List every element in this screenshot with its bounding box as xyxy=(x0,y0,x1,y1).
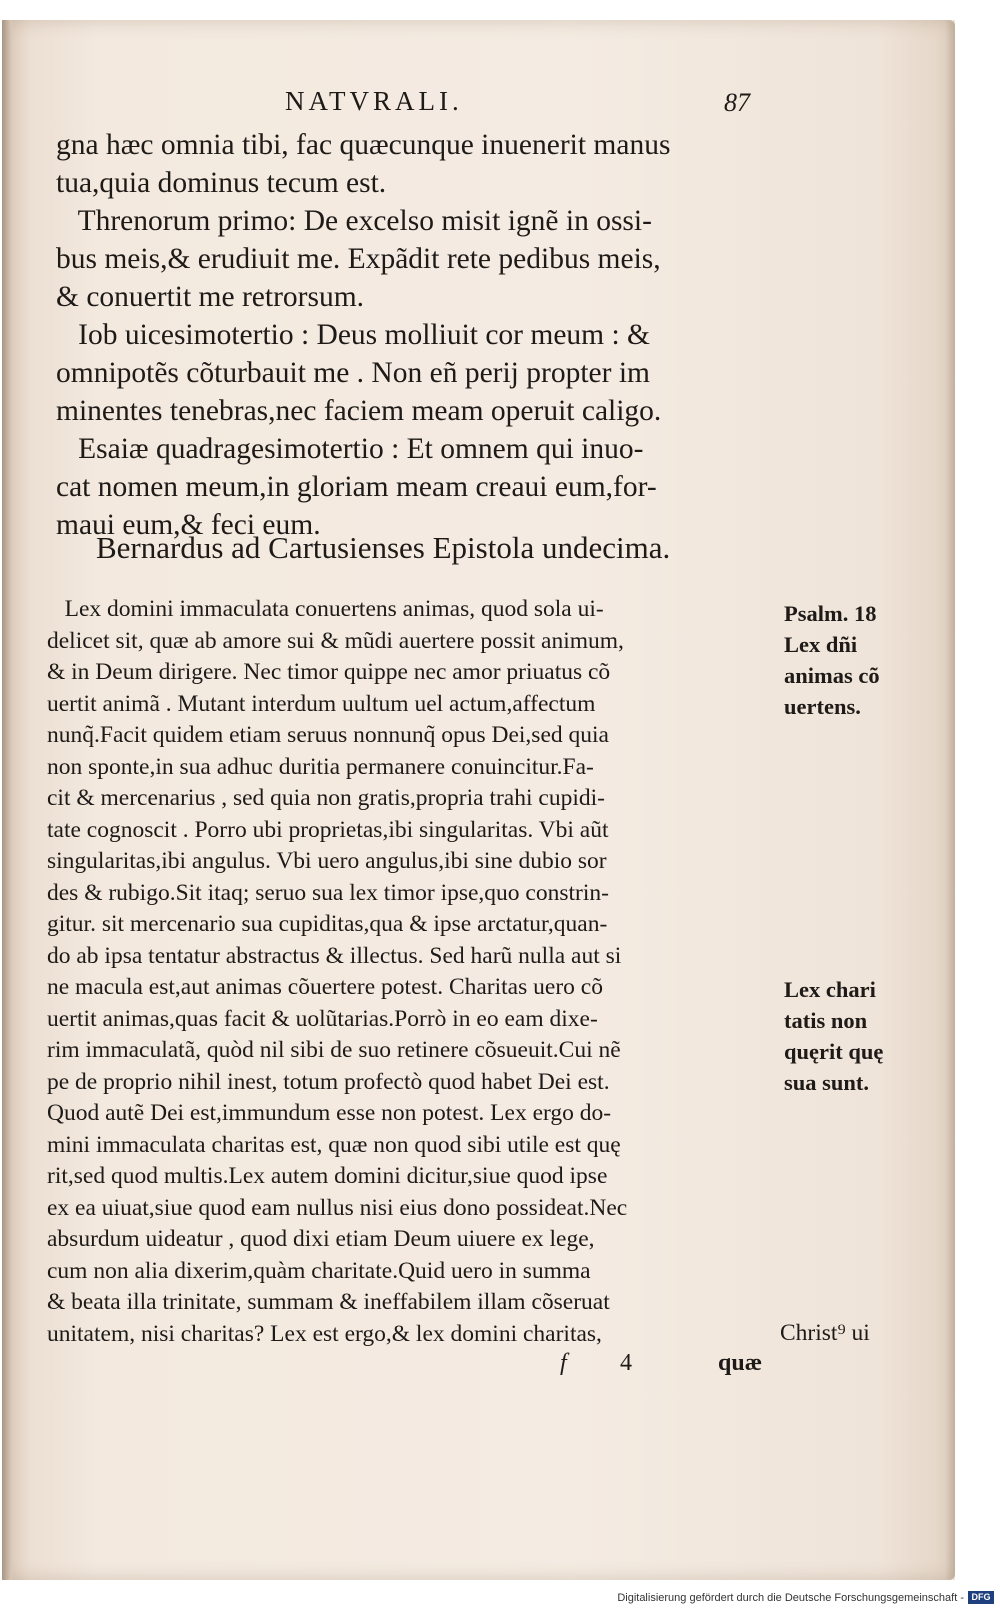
footer-credit: Digitalisierung gefördert durch die Deutsche Forschungsgemeinschaft - xyxy=(617,1592,964,1604)
margin-note-line: Psalm. 18 xyxy=(784,601,877,626)
margin-notes xyxy=(784,598,884,1095)
running-head: NATVRALI. xyxy=(285,86,463,116)
text-line: tua,quia dominus tecum est. xyxy=(56,167,387,199)
text-line: absurdum uideatur , quod dixi etiam Deum uiuere ex lege, xyxy=(47,1226,595,1252)
text-line: & beata illa trinitate, summam & ineffabilem illam cõseruat xyxy=(47,1289,610,1315)
text-line: unitatem, nisi charitas? Lex est ergo,& lex domini charitas, xyxy=(47,1320,602,1347)
text-line: tate cognoscit . Porro ubi proprietas,ibi singularitas. Vbi aũt xyxy=(47,816,609,843)
margin-note-line: sua sunt. xyxy=(784,1070,870,1095)
text-line: cat nomen meum,in gloriam meam creaui eum,for- xyxy=(56,471,657,503)
margin-tail-text: Christ⁹ ui xyxy=(780,1320,870,1346)
text-line: Esaiæ quadragesimotertio : Et omnem qui inuo- xyxy=(56,433,644,465)
text-line: cum non alia dixerim,quàm charitate.Quid uero in summa xyxy=(47,1257,591,1284)
text-line: & in Deum dirigere. Nec timor quippe nec amor priuatus cõ xyxy=(47,659,611,685)
margin-note-psalm xyxy=(784,598,880,722)
section-heading: Bernardus ad Cartusienses Epistola undecima. xyxy=(96,530,671,565)
page-number: 87 xyxy=(724,88,750,117)
text-line: non sponte,in sua adhuc duritia permanere conuincitur.Fa- xyxy=(47,753,594,780)
text-line: omnipotẽs cõturbauit me . Non eñ perij propter im xyxy=(56,357,650,389)
digitization-footer xyxy=(0,1585,1000,1612)
text-line: & conuertit me retrorsum. xyxy=(56,281,365,313)
text-line: Threnorum primo: De excelso misit ignẽ in ossi- xyxy=(56,205,652,237)
text-line: mini immaculata charitas est, quæ non quod sibi utile est quę xyxy=(47,1131,621,1158)
text-line: pe de proprio nihil inest, totum profectò quod habet Dei est. xyxy=(47,1068,610,1095)
margin-note-line: quęrit quę xyxy=(784,1039,884,1064)
text-line: rit,sed quod multis.Lex autem domini dicitur,siue quod ipse xyxy=(47,1163,608,1189)
text-line: bus meis,& erudiuit me. Expãdit rete pedibus meis, xyxy=(56,243,661,275)
margin-note-line: tatis non xyxy=(784,1008,868,1033)
text-line: do ab ipsa tentatur abstractus & illectus. Sed harũ nulla aut si xyxy=(47,942,622,969)
text-line: gna hæc omnia tibi, fac quæcunque inuenerit manus xyxy=(56,129,671,161)
text-line: Lex domini immaculata conuertens animas, quod sola ui- xyxy=(47,596,604,622)
margin-note-charity xyxy=(784,974,883,1098)
text-line: delicet sit, quæ ab amore sui & mũdi auertere possit animum, xyxy=(47,627,624,654)
text-line: ne macula est,aut animas cõuertere potest. Charitas uero cõ xyxy=(47,974,603,1000)
text-line: singularitas,ibi angulus. Vbi uero angulus,ibi sine dubio sor xyxy=(47,848,607,874)
margin-note-line: Lex chari xyxy=(784,977,876,1002)
page-gutter-shadow xyxy=(2,20,12,1580)
catchword: quæ xyxy=(718,1350,763,1376)
signature-mark: f xyxy=(560,1350,567,1376)
text-line: uertit animã . Mutant interdum uultum uel actum,affectum xyxy=(47,690,596,717)
text-line: cit & mercenarius , sed quia non gratis,propria trahi cupidi- xyxy=(47,785,605,811)
dfg-logo: DFG xyxy=(968,1591,994,1604)
text-line: gitur. sit mercenario sua cupiditas,qua & ipse arctatur,quan- xyxy=(47,911,608,937)
text-line: ex ea uiuat,siue quod eam nullus nisi eius dono possideat.Nec xyxy=(47,1194,628,1221)
text-line: Iob uicesimotertio : Deus molliuit cor meum : & xyxy=(56,319,651,351)
margin-note-line: uertens. xyxy=(784,694,861,719)
text-line: des & rubigo.Sit itaq; seruo sua lex timor ipse,quo constrin- xyxy=(47,879,609,906)
text-line: rim immaculatã, quòd nil sibi de suo retinere cõsueuit.Cui nẽ xyxy=(47,1037,621,1063)
text-line: minentes tenebras,nec faciem meam operuit caligo. xyxy=(56,395,662,427)
text-line: uertit animas,quas facit & uolũtarias.Porrò in eo eam dixe- xyxy=(47,1005,598,1032)
text-line: maui eum,& feci eum. xyxy=(56,509,321,541)
page-edge-shadow xyxy=(945,20,955,1580)
text-line: Quod autẽ Dei est,immundum esse non potest. Lex ergo do- xyxy=(47,1100,612,1126)
signature-number: 4 xyxy=(620,1350,632,1376)
margin-note-line: animas cõ xyxy=(784,663,880,688)
upper-text-block xyxy=(56,126,670,544)
margin-note-line: Lex dñi xyxy=(784,632,858,657)
text-line: nunq̃.Facit quidem etiam seruus nonnunq̃ opus Dei,sed quia xyxy=(47,722,609,748)
body-text-block xyxy=(47,594,627,1350)
